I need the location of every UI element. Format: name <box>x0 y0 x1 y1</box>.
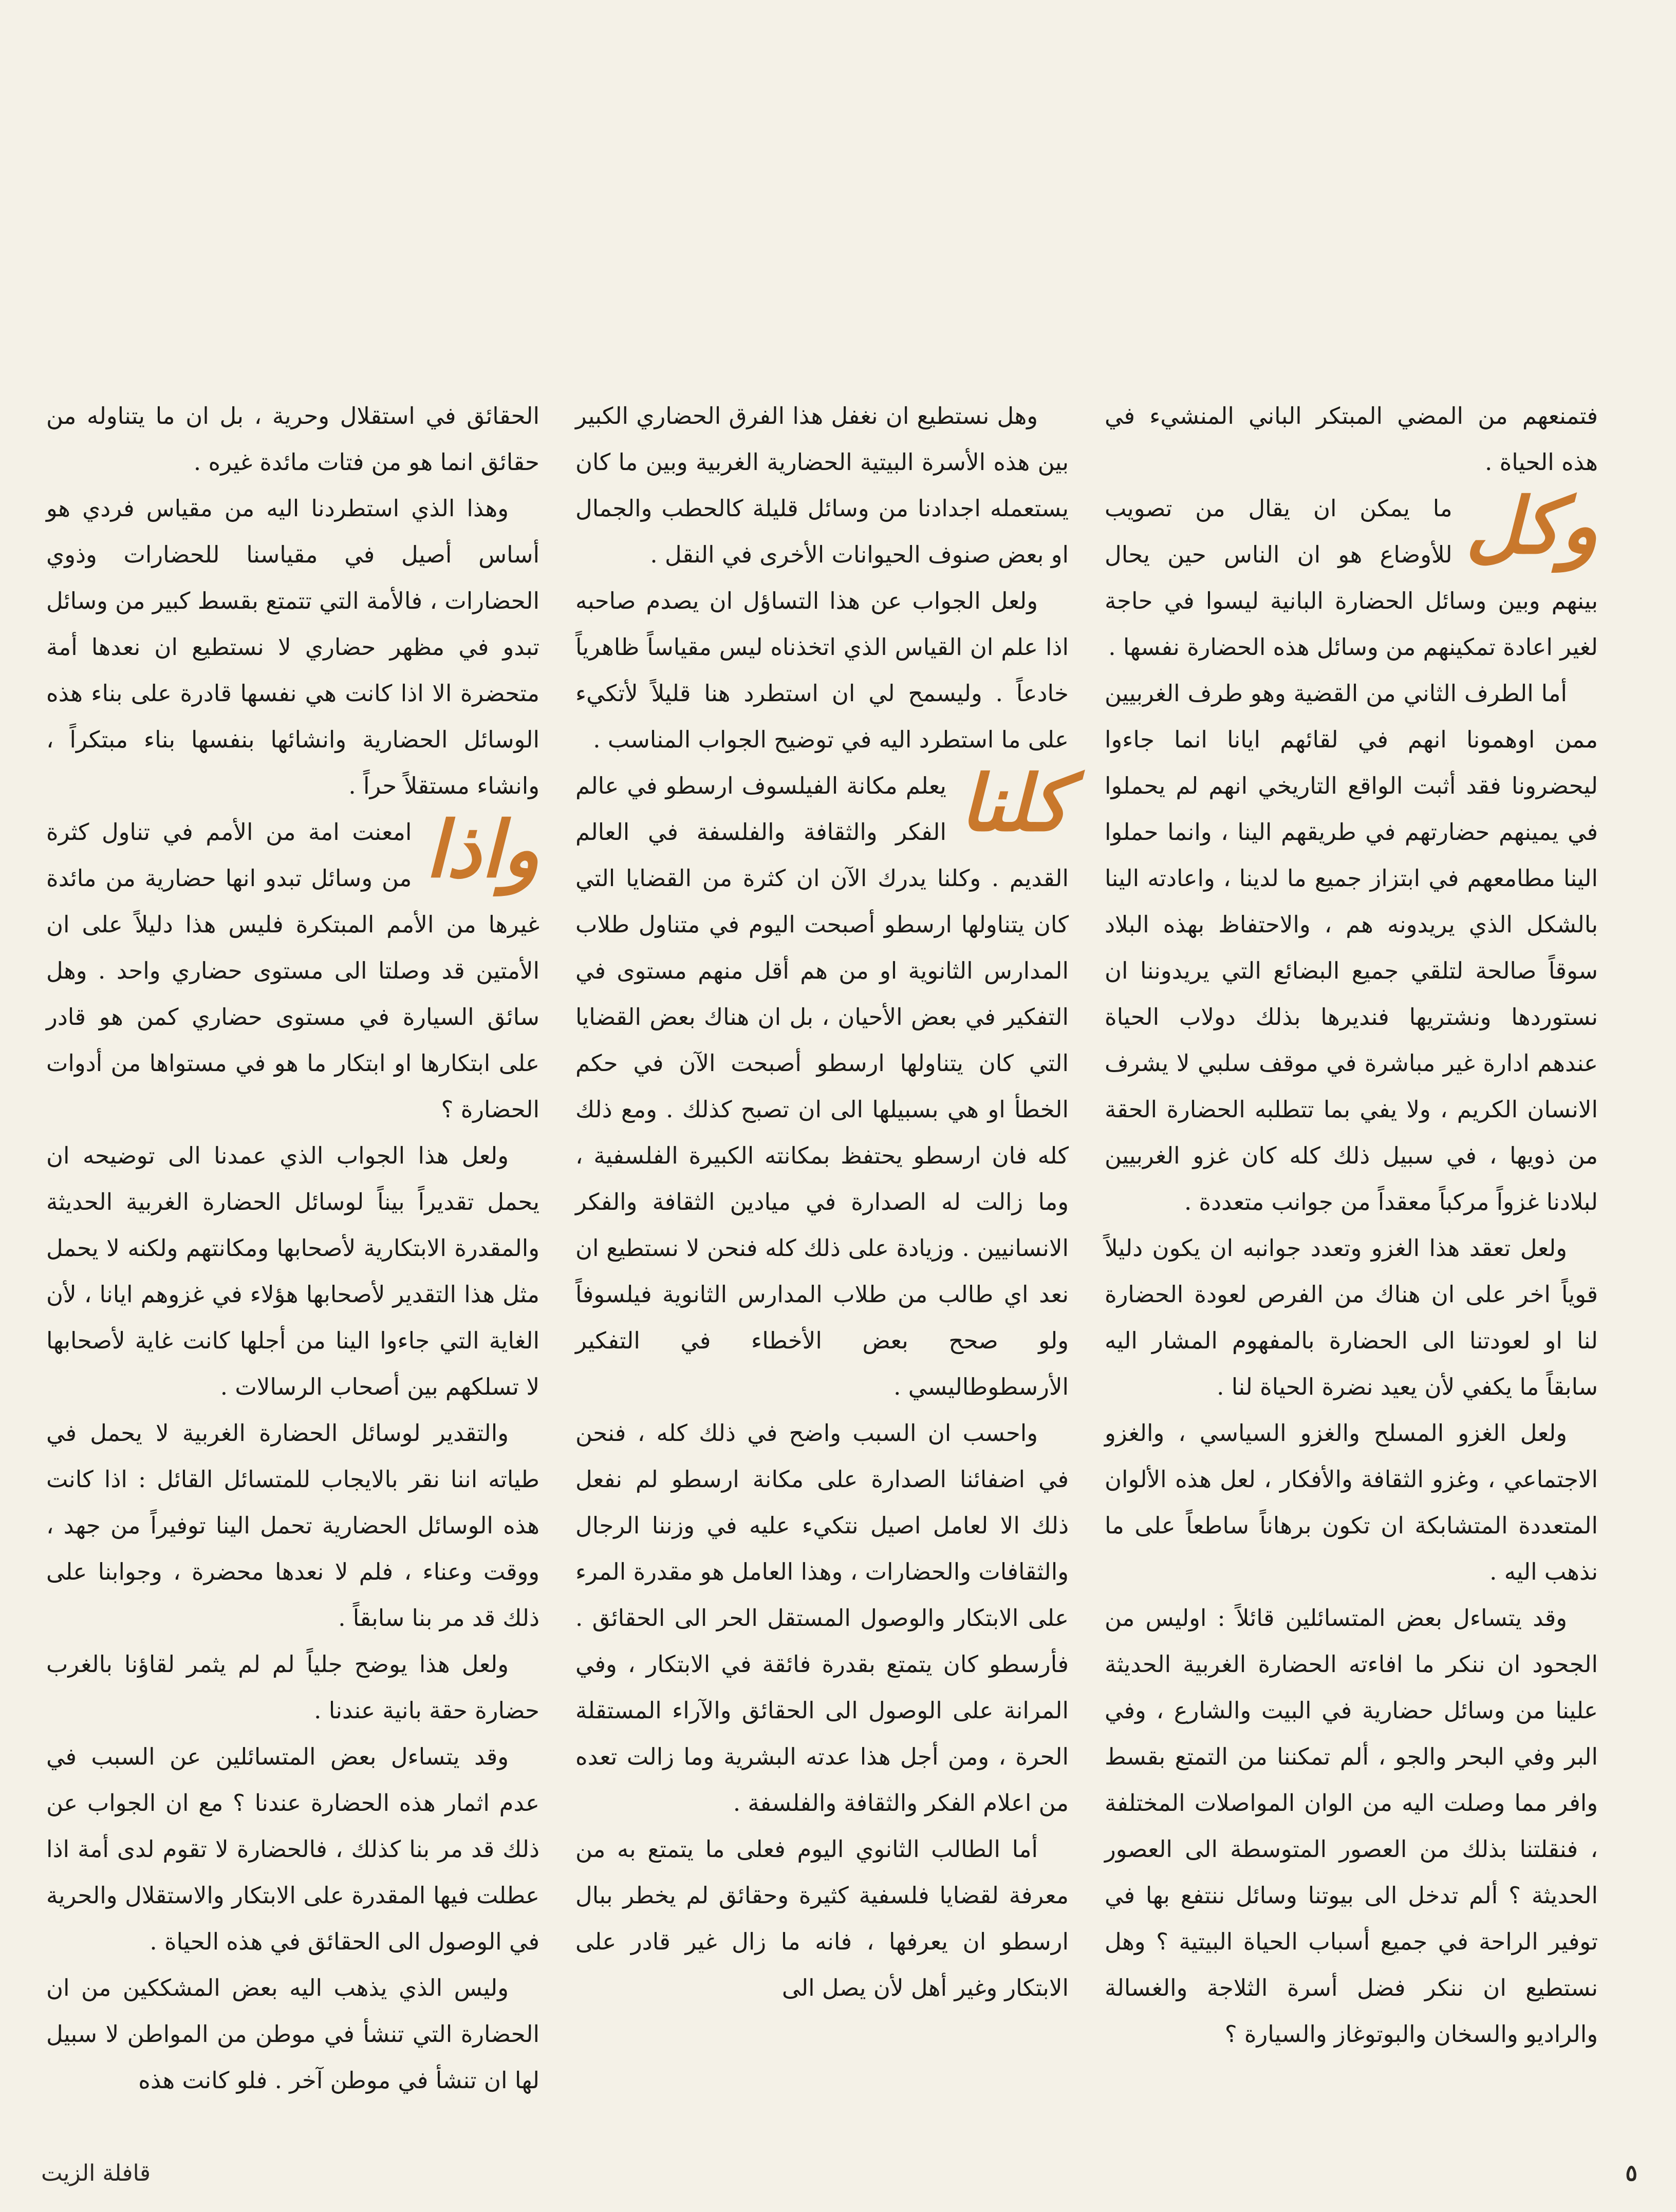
paragraph: فتمنعهم من المضي المبتكر الباني المنشيء في هذه الحياة . <box>1105 402 1598 476</box>
paragraph: أما الطالب الثانوي اليوم فعلى ما يتمتع به من معرفة لقضايا فلسفية كثيرة وحقائق لم يخطر ببال ارسطو ان يعرفها ، فانه ما زال غير قادر على الابتكار وغير أهل لأن يصل الى <box>575 1835 1069 2001</box>
paragraph: وهل نستطيع ان نغفل هذا الفرق الحضاري الكبير بين هذه الأسرة البيتية الحضارية الغربية وبين ما كان يستعمله اجدادنا من وسائل قليلة كالحطب والجمال او بعض صنوف الحيوانات الأخرى في النقل . <box>575 402 1069 568</box>
paragraph-text: ما يمكن ان يقال من تصويب للأوضاع هو ان الناس حين يحال بينهم وبين وسائل الحضارة البانية ليسوا في حاجة لغير اعادة تمكينهم من وسائل هذه الحضارة نفسها . <box>1105 495 1598 661</box>
paragraph: الحقائق في استقلال وحرية ، بل ان ما يتناوله من حقائق انما هو من فتات مائدة غيره . <box>46 402 539 476</box>
decorative-initial: كلنا <box>959 758 1069 849</box>
paragraph-text: يعلم مكانة الفيلسوف ارسطو في عالم الفكر والثقافة والفلسفة في العالم القديم . وكلنا يدرك الآن ان كثرة من القضايا التي كان يتناولها ارسطو أصبحت اليوم في متناول طلاب المدارس الثانوية او من هم أقل منهم مستوى في التفكير في بعض الأحيان ، بل ان هناك بعض القضايا التي كان يتناولها ارسطو أصبحت الآن في حكم الخطأ او هي بسبيلها الى ان تصبح كذلك . ومع ذلك كله فان ارسطو يحتفظ بمكانته الكبيرة الفلسفية ، وما زالت له الصدارة في ميادين الثقافة والفكر الانسانيين . وزيادة على ذلك كله فنحن لا نستطيع ان نعد اي طالب من طلاب المدارس الثانوية فيلسوفاً ولو صحح بعض الأخطاء في التفكير الأرسطوطاليسي . <box>575 772 1069 1400</box>
paragraph: ولعل هذا الجواب الذي عمدنا الى توضيحه ان يحمل تقديراً بيناً لوسائل الحضارة الغربية الحديثة والمقدرة الابتكارية لأصحابها ومكانتهم ولكنه لا يحمل مثل هذا التقدير لأصحابها هؤلاء في غزوهم ايانا ، لأن الغاية التي جاءوا الينا من أجلها كانت غاية لأصحابها لا تسلكهم بين أصحاب الرسالات . <box>46 1142 539 1400</box>
paragraph: ولعل الغزو المسلح والغزو السياسي ، والغزو الاجتماعي ، وغزو الثقافة والأفكار ، لعل هذه الألوان المتعددة المتشابكة ان تكون برهاناً ساطعاً على ما نذهب اليه . <box>1105 1419 1598 1585</box>
decorative-initial: واذا <box>425 804 539 895</box>
article-column-right <box>1105 393 1598 2048</box>
decorative-initial: وكل <box>1465 481 1598 571</box>
paragraph: وقد يتساءل بعض المتسائلين قائلاً : اوليس من الجحود ان ننكر ما افاءته الحضارة الغربية الحديثة علينا من وسائل حضارية في البيت والشارع ، وفي البر وفي البحر والجو ، ألم تمكننا من التمتع بقسط وافر مما وصلت اليه من الوان المواصلات المختلفة ، فنقلتنا بذلك من العصور المتوسطة الى العصور الحديثة ؟ ألم تدخل الى بيوتنا وسائل ننتفع بها في توفير الراحة في جميع أسباب الحياة البيتية ؟ وهل نستطيع ان ننكر فضل أسرة الثلاجة والغسالة والراديو والسخان والبوتوغاز والسيارة ؟ <box>1105 1604 1598 2048</box>
page-number: ٥ <box>1625 2160 1637 2186</box>
paragraph <box>46 804 539 1133</box>
article-column-left <box>46 393 539 2094</box>
paragraph <box>575 758 1069 1410</box>
paragraph: أما الطرف الثاني من القضية وهو طرف الغربيين ممن اوهمونا انهم في لقائهم ايانا انما جاءوا ليحضرونا فقد أثبت الواقع التاريخي انهم لم يحملوا في يمينهم حضارتهم في طريقهم الينا ، وانما حملوا الينا مطامعهم في ابتزاز جميع ما لدينا ، واعادته الينا بالشكل الذي يريدونه هم ، والاحتفاظ بهذه البلاد سوقاً صالحة لتلقي جميع البضائع التي يريدوننا ان نستوردها ونشتريها فنديرها بذلك دولاب الحياة عندهم ادارة غير مباشرة في موقف سلبي لا يشرف الانسان الكريم ، ولا يفي بما تتطلبه الحضارة الحقة من ذويها ، في سبيل ذلك كله كان غزو الغربيين لبلادنا غزواً مركباً معقداً من جوانب متعددة . <box>1105 680 1598 1215</box>
paragraph: ولعل هذا يوضح جلياً لم لم يثمر لقاؤنا بالغرب حضارة حقة بانية عندنا . <box>46 1651 539 1724</box>
paragraph: ولعل الجواب عن هذا التساؤل ان يصدم صاحبه اذا علم ان القياس الذي اتخذناه ليس مقياساً ظاهرياً خادعاً . وليسمح لي ان استطرد هنا قليلاً لأتكيء على ما استطرد اليه في توضيح الجواب المناسب . <box>575 587 1069 753</box>
paragraph: والتقدير لوسائل الحضارة الغربية لا يحمل في طياته اننا نقر بالايجاب للمتسائل القائل : اذا كانت هذه الوسائل الحضارية تحمل الينا توفيراً من جهد ، ووقت وعناء ، فلم لا نعدها محضرة ، وجوابنا على ذلك قد مر بنا سابقاً . <box>46 1419 539 1632</box>
paragraph: وهذا الذي استطردنا اليه من مقياس فردي هو أساس أصيل في مقياسنا للحضارات وذوي الحضارات ، فالأمة التي تتمتع بقسط كبير من وسائل تبدو في مظهر حضاري لا نستطيع ان نعدها أمة متحضرة الا اذا كانت هي نفسها قادرة على بناء هذه الوسائل الحضارية وانشائها بنفسها بناء مبتكراً ، وانشاء مستقلاً حراً . <box>46 495 539 799</box>
paragraph: ولعل تعقد هذا الغزو وتعدد جوانبه ان يكون دليلاً قوياً اخر على ان هناك من الفرص لعودة الحضارة لنا او لعودتنا الى الحضارة بالمفهوم المشار اليه سابقاً ما يكفي لأن يعيد نضرة الحياة لنا . <box>1105 1234 1598 1400</box>
paragraph <box>1105 481 1598 670</box>
magazine-name: قافلة الزيت <box>41 2160 151 2186</box>
article-column-middle <box>575 393 1069 2011</box>
paragraph: وليس الذي يذهب اليه بعض المشككين من ان الحضارة التي تنشأ في موطن من المواطن لا سبيل لها ان تنشأ في موطن آخر . فلو كانت هذه <box>46 1974 539 2094</box>
paragraph: واحسب ان السبب واضح في ذلك كله ، فنحن في اضفائنا الصدارة على مكانة ارسطو لم نفعل ذلك الا لعامل اصيل نتكيء عليه في وزننا الرجال والثقافات والحضارات ، وهذا العامل هو مقدرة المرء على الابتكار والوصول المستقل الحر الى الحقائق . فأرسطو كان يتمتع بقدرة فائقة في الابتكار ، وفي المرانة على الوصول الى الحقائق والآراء المستقلة الحرة ، ومن أجل هذا عدته البشرية وما زالت تعده من اعلام الفكر والثقافة والفلسفة . <box>575 1419 1069 1816</box>
paragraph-text: امعنت امة من الأمم في تناول كثرة من وسائل تبدو انها حضارية من مائدة غيرها من الأمم المبتكرة فليس هذا دليلاً على ان الأمتين قد وصلتا الى مستوى حضاري واحد . وهل سائق السيارة في مستوى حضاري كمن هو قادر على ابتكارها او ابتكار ما هو في مستواها من أدوات الحضارة ؟ <box>46 818 539 1123</box>
paragraph: وقد يتساءل بعض المتسائلين عن السبب في عدم اثمار هذه الحضارة عندنا ؟ مع ان الجواب عن ذلك قد مر بنا كذلك ، فالحضارة لا تقوم لدى أمة اذا عطلت فيها المقدرة على الابتكار والاستقلال والحرية في الوصول الى الحقائق في هذه الحياة . <box>46 1743 539 1955</box>
